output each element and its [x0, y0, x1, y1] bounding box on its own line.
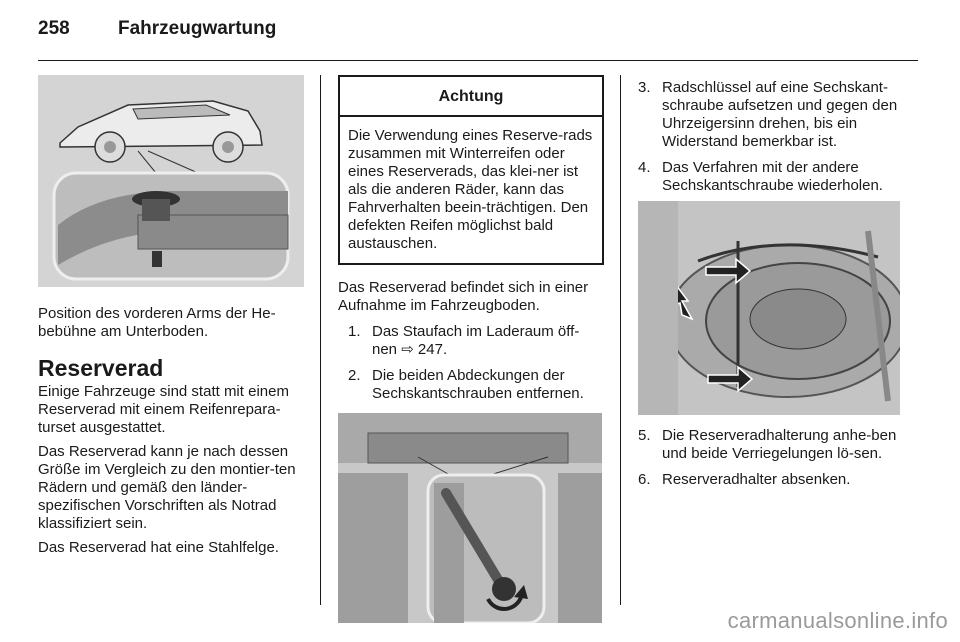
step-number: 5.: [638, 427, 651, 444]
lift-point-illustration: [38, 75, 304, 287]
step-number: 4.: [638, 159, 651, 176]
step-text: Reserveradhalter absenken.: [662, 471, 851, 488]
intro-paragraph: Das Reserverad befindet sich in einer Aufnahme im Fahrzeugboden.: [338, 279, 589, 314]
bolt-removal-illustration: [338, 413, 602, 623]
warning-box: [338, 75, 604, 265]
list-item: [638, 79, 904, 151]
paragraph: Das Reserverad kann je nach dessen Größe im Vergleich zu den montier-ten Rädern und gemäß den länder-spezifischen Vorschriften als Notrad klassifiziert sein.: [38, 443, 296, 532]
step-text: Die Reserveradhalterung anhe-ben und beide Verriegelungen lö-sen.: [662, 427, 897, 462]
column-2: [338, 75, 604, 623]
page-title: Fahrzeugwartung: [118, 18, 277, 39]
column-divider-2: [620, 75, 621, 605]
step-number: 1.: [348, 323, 361, 340]
step-text: Das Staufach im Laderaum öff-nen ⇨ 247.: [372, 323, 580, 358]
step-text: Radschlüssel auf eine Sechskant-schraube aufsetzen und gegen den Uhrzeigersinn drehen, bis ein Widerstand bemerkbar ist.: [662, 79, 898, 150]
step-number: 6.: [638, 471, 651, 488]
paragraph: Das Reserverad hat eine Stahlfelge.: [38, 539, 279, 556]
list-item: [348, 323, 604, 359]
carrier-svg: [638, 201, 900, 415]
list-item: [638, 427, 904, 463]
column-1: [38, 75, 304, 557]
warning-text: Die Verwendung eines Reserve-rads zusammen mit Winterreifen oder eines Reserverads, das klei-ner ist als die anderen Räder, kann das Fahrverhalten beein-trächtigen. Den defekten Reifen möglichst bald austauschen.: [348, 127, 593, 252]
header-rule: [38, 60, 918, 61]
column-3: [638, 75, 904, 489]
section-title: Reserverad: [38, 355, 164, 381]
page-number: 258: [38, 18, 70, 39]
step-number: 2.: [348, 367, 361, 384]
watermark: carmanualsonline.info: [727, 608, 948, 633]
step-text: Das Verfahren mit der andere Sechskantschraube wiederholen.: [662, 159, 883, 194]
step-number: 3.: [638, 79, 651, 96]
list-item: [638, 471, 904, 489]
list-item: [348, 367, 604, 403]
column-divider-1: [320, 75, 321, 605]
warning-title: Achtung: [340, 77, 602, 117]
wrench-svg: [338, 413, 602, 623]
car-lift-svg: [38, 75, 304, 287]
figure-caption: Position des vorderen Arms der He-bebühne am Unterboden.: [38, 305, 276, 340]
step-text: Die beiden Abdeckungen der Sechskantschrauben entfernen.: [372, 367, 584, 402]
paragraph: Einige Fahrzeuge sind statt mit einem Reserverad mit einem Reifenrepara-turset ausgestattet.: [38, 383, 289, 436]
spare-wheel-carrier-illustration: [638, 201, 900, 415]
list-item: [638, 159, 904, 195]
page-header: [38, 18, 920, 48]
